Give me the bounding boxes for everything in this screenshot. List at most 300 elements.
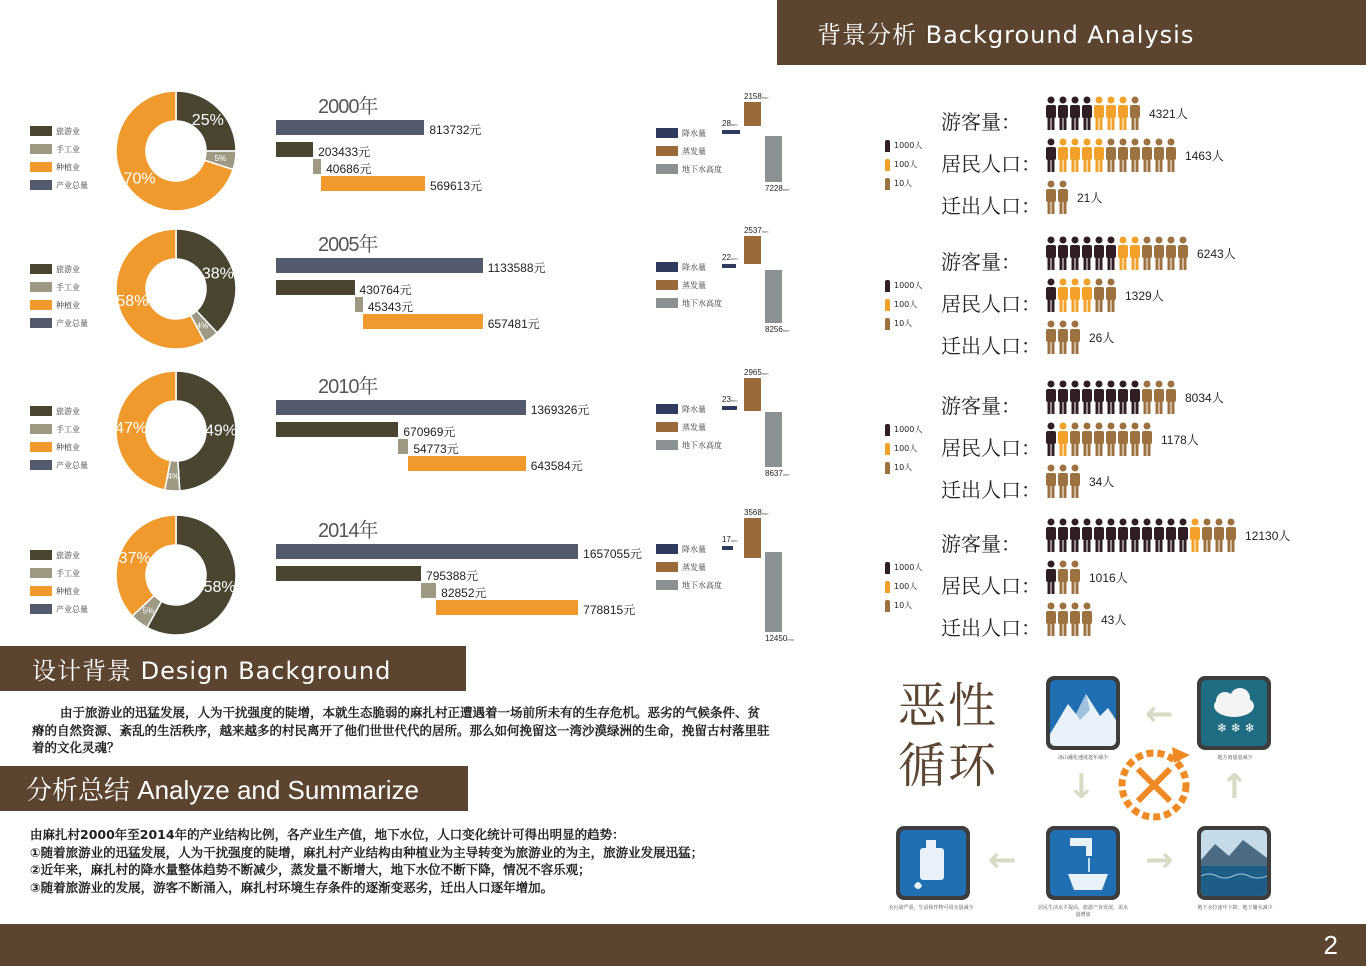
legend-item — [885, 295, 922, 314]
tourism-output-bar — [276, 422, 398, 437]
tourism-output-bar — [276, 142, 313, 157]
person-icon — [1069, 96, 1081, 130]
person-icon — [1093, 518, 1105, 552]
legend-label: 旅游业 — [56, 264, 80, 274]
rainfall-bar — [722, 406, 737, 410]
donut-percent-label: 25% — [191, 112, 224, 130]
planting-output-value: 657481元 — [487, 317, 540, 331]
people-legend — [885, 276, 922, 333]
person-icon — [1081, 518, 1093, 552]
person-icon — [1057, 422, 1069, 456]
planting-output-bar — [436, 600, 578, 615]
population-row-label: 游客量： — [941, 394, 1021, 418]
person-icon — [1057, 236, 1069, 270]
legend-item — [885, 577, 922, 596]
groundwater-value: 12450mm — [765, 634, 794, 643]
unit-label: mm — [730, 538, 738, 543]
summary-text — [30, 826, 775, 896]
total-output-bar — [276, 258, 483, 273]
legend-item — [30, 260, 88, 278]
caption-demand: 居民生活水平提高，旅游产业发展，需水量增加 — [1038, 905, 1129, 918]
planting-output-bar — [321, 176, 425, 191]
legend-label: 1000人 — [894, 425, 923, 434]
unit-label: mm — [761, 371, 769, 376]
person-icon — [1081, 380, 1093, 414]
donut-percent-label: 58% — [203, 579, 236, 597]
legend-label: 旅游业 — [56, 406, 80, 416]
legend-label: 旅游业 — [56, 550, 80, 560]
legend-swatch — [656, 422, 678, 432]
legend-label: 降水量 — [682, 404, 706, 414]
legend-item — [30, 296, 88, 314]
faucet-icon — [1050, 830, 1116, 896]
cycle-cross-icon — [1112, 743, 1196, 827]
legend-swatch — [30, 318, 52, 328]
legend-label: 100人 — [894, 444, 918, 453]
population-icon-row — [1045, 180, 1102, 214]
person-icon — [1045, 464, 1057, 498]
person-icon — [1225, 518, 1237, 552]
tourism-output-bar — [276, 566, 421, 581]
legend-item — [30, 402, 88, 420]
population-value: 1178人 — [1161, 433, 1199, 447]
legend-label: 10人 — [894, 319, 913, 328]
person-icon — [1045, 320, 1057, 354]
total-output-value: 813732元 — [429, 123, 482, 137]
tourism-output-bar — [276, 280, 355, 295]
population-value: 4321人 — [1149, 107, 1188, 121]
population-value: 34人 — [1089, 475, 1115, 489]
legend-swatch — [30, 144, 52, 154]
person-icon — [1213, 518, 1225, 552]
unit-label: mm — [782, 472, 790, 478]
person-icon — [1057, 96, 1069, 130]
people-legend — [885, 136, 922, 193]
evaporation-value: 2158mm — [744, 92, 769, 101]
caption-rain: 地方雨量量减少 — [1217, 755, 1253, 761]
legend-label: 蒸发量 — [682, 146, 706, 156]
handicraft-output-bar — [398, 439, 408, 454]
legend-label: 蒸发量 — [682, 562, 706, 572]
population-row-label: 迁出人口： — [941, 478, 1041, 502]
person-icon — [1093, 422, 1105, 456]
legend-item — [656, 124, 722, 142]
summary-line: ③随着旅游业的发展，游客不断涌入，麻扎村环境生存条件的逐渐变恶劣，迁出人口逐年增加。 — [30, 879, 554, 895]
legend-swatch — [30, 406, 52, 416]
legend-label: 10人 — [894, 463, 913, 472]
person-icon — [1105, 422, 1117, 456]
person-icon — [1093, 236, 1105, 270]
legend-item — [885, 136, 922, 155]
design-background-text: 由于旅游业的迅猛发展，人为干扰强度的陡增，本就生态脆弱的麻扎村正遭遇着一场前所未有的生存危机。恶劣的气候条件、贫瘠的自然资源、紊乱的生活秩序，越来越多的村民离开了他们世世代代的居所。那么如何挽留这一湾沙漠绿洲的生命，挽留古村落里驻着的文化灵魂？ — [32, 705, 770, 755]
legend-label: 蒸发量 — [682, 280, 706, 290]
legend-label: 手工业 — [56, 282, 80, 292]
person-mini-icon — [885, 140, 890, 152]
legend-item — [30, 176, 88, 194]
handicraft-output-value: 82852元 — [441, 586, 487, 600]
legend-label: 种植业 — [56, 162, 80, 172]
person-icon — [1153, 138, 1165, 172]
population-icon-row — [1045, 380, 1224, 414]
legend-item — [656, 160, 722, 178]
legend-item — [656, 576, 722, 594]
year-label: 2010年 — [318, 376, 378, 398]
person-icon — [1153, 380, 1165, 414]
population-value: 1463人 — [1185, 149, 1224, 163]
person-icon — [1045, 236, 1057, 270]
population-value: 12130人 — [1245, 529, 1291, 543]
evaporation-bar — [744, 236, 761, 264]
people-legend — [885, 420, 922, 477]
evaporation-bar — [744, 518, 761, 558]
legend-swatch — [30, 424, 52, 434]
total-output-bar — [276, 400, 526, 415]
water-legend — [656, 400, 722, 454]
person-icon — [1105, 380, 1117, 414]
unit-label: mm — [787, 637, 794, 642]
person-icon — [1105, 236, 1117, 270]
population-icon-row — [1045, 464, 1114, 498]
legend-swatch — [656, 544, 678, 554]
legend-item — [656, 294, 722, 312]
person-icon — [1069, 560, 1081, 594]
population-value: 21人 — [1077, 191, 1103, 205]
person-icon — [1141, 236, 1153, 270]
population-value: 6243人 — [1197, 247, 1236, 261]
population-row-label: 游客量： — [941, 110, 1021, 134]
donut-percent-label: 4% — [196, 321, 209, 331]
person-icon — [1129, 236, 1141, 270]
legend-item — [656, 276, 722, 294]
population-row-label: 迁出人口： — [941, 194, 1041, 218]
person-icon — [1057, 518, 1069, 552]
background-analysis-title: 背景分析 Background Analysis — [817, 21, 1195, 49]
arrow-up-icon: ↑ — [1220, 767, 1249, 807]
caption-glacier: 冰山融化速度逐年减少 — [1057, 755, 1108, 761]
industry-donut-chart — [113, 512, 239, 638]
population-icon-row — [1045, 422, 1199, 456]
unit-label: mm — [761, 511, 769, 516]
industry-donut-chart — [113, 88, 239, 214]
population-year-block — [885, 96, 1355, 226]
person-mini-icon — [885, 178, 890, 190]
legend-swatch — [656, 280, 678, 290]
industry-year-block — [0, 226, 660, 361]
rainfall-value: 28mm — [722, 119, 738, 128]
planting-output-value: 643584元 — [530, 459, 583, 473]
person-icon — [1201, 518, 1213, 552]
legend-label: 10人 — [894, 179, 913, 188]
legend-item — [656, 540, 722, 558]
legend-label: 10人 — [894, 601, 913, 610]
arrow-left-icon: ← — [988, 840, 1017, 880]
legend-label: 旅游业 — [56, 126, 80, 136]
person-icon — [1129, 518, 1141, 552]
year-label: 2014年 — [318, 520, 378, 542]
legend-swatch — [30, 126, 52, 136]
person-icon — [1081, 278, 1093, 312]
total-output-value: 1133588元 — [487, 261, 546, 275]
person-icon — [1117, 138, 1129, 172]
person-mini-icon — [885, 318, 890, 330]
donut-percent-label: 47% — [115, 419, 148, 437]
population-icon-row — [1045, 278, 1164, 312]
population-row-label: 迁出人口： — [941, 334, 1041, 358]
donut-percent-label: 49% — [204, 422, 237, 440]
legend-item — [656, 400, 722, 418]
person-icon — [1045, 138, 1057, 172]
page-number: 2 — [1323, 930, 1338, 960]
person-icon — [1045, 518, 1057, 552]
summary-line: ②近年来，麻扎村的降水量整体趋势不断减少，蒸发量不断增大，地下水位不断下降，情况不容乐观； — [30, 862, 591, 877]
handicraft-output-value: 40686元 — [326, 162, 372, 176]
person-icon — [1129, 380, 1141, 414]
legend-item — [30, 420, 88, 438]
legend-label: 产业总量 — [56, 318, 88, 328]
person-icon — [1069, 464, 1081, 498]
legend-label: 100人 — [894, 582, 918, 591]
industry-year-block — [0, 88, 660, 223]
legend-item — [885, 596, 922, 615]
donut-percent-label: 38% — [201, 265, 234, 283]
legend-label: 降水量 — [682, 544, 706, 554]
evaporation-value: 3568mm — [744, 508, 769, 517]
person-icon — [1069, 602, 1081, 636]
person-icon — [1105, 278, 1117, 312]
person-icon — [1045, 96, 1057, 130]
person-mini-icon — [885, 159, 890, 171]
person-icon — [1045, 602, 1057, 636]
summary-title: 分析总结 Analyze and Summarize — [26, 775, 420, 805]
legend-swatch — [30, 586, 52, 596]
population-value: 1329人 — [1125, 289, 1164, 303]
planting-output-value: 778815元 — [583, 603, 636, 617]
legend-item — [30, 456, 88, 474]
legend-label: 地下水高度 — [682, 164, 722, 174]
person-icon — [1093, 380, 1105, 414]
person-icon — [1141, 518, 1153, 552]
person-icon — [1081, 236, 1093, 270]
arrow-right-icon: → — [1145, 840, 1174, 880]
water-year-block — [650, 226, 800, 356]
lake-icon — [1201, 830, 1267, 896]
legend-swatch — [30, 568, 52, 578]
person-icon — [1081, 422, 1093, 456]
legend-item — [30, 158, 88, 176]
legend-label: 种植业 — [56, 300, 80, 310]
person-mini-icon — [885, 280, 890, 292]
rainfall-value: 17mm — [722, 535, 738, 544]
population-row-label: 游客量： — [941, 532, 1021, 556]
person-icon — [1165, 236, 1177, 270]
tourism-output-value: 430764元 — [359, 283, 412, 297]
handicraft-output-bar — [313, 159, 321, 174]
legend-swatch — [30, 300, 52, 310]
legend-item — [30, 600, 88, 618]
legend-label: 产业总量 — [56, 180, 88, 190]
legend-label: 手工业 — [56, 568, 80, 578]
handicraft-output-value: 45343元 — [367, 300, 414, 314]
legend-label: 蒸发量 — [682, 422, 706, 432]
person-icon — [1141, 380, 1153, 414]
rainfall-bar — [722, 130, 740, 134]
industry-legend — [30, 402, 88, 474]
legend-item — [30, 564, 88, 582]
population-row-label: 游客量： — [941, 250, 1021, 274]
population-icon-row — [1045, 518, 1290, 552]
water-legend — [656, 258, 722, 312]
person-icon — [1117, 236, 1129, 270]
population-row-label: 居民人口： — [941, 574, 1041, 598]
evaporation-bar — [744, 102, 761, 126]
person-icon — [1105, 96, 1117, 130]
person-icon — [1045, 422, 1057, 456]
water-demand-tile — [1046, 826, 1120, 900]
person-icon — [1045, 278, 1057, 312]
glacier-icon — [1050, 680, 1116, 746]
legend-swatch — [30, 162, 52, 172]
population-year-block — [885, 380, 1355, 510]
vicious-cycle-title — [898, 676, 998, 796]
legend-label: 产业总量 — [56, 604, 88, 614]
legend-label: 降水量 — [682, 128, 706, 138]
legend-swatch — [656, 580, 678, 590]
snow-cloud-icon — [1201, 680, 1267, 746]
population-icon-row — [1045, 138, 1224, 172]
legend-label: 手工业 — [56, 424, 80, 434]
industry-donut-chart — [113, 226, 239, 352]
unit-label: mm — [730, 398, 738, 403]
glacier-melting-tile — [1046, 676, 1120, 750]
population-icon-row — [1045, 602, 1126, 636]
evaporation-value: 2965mm — [744, 368, 769, 377]
person-icon — [1117, 518, 1129, 552]
person-icon — [1165, 518, 1177, 552]
svg-text:❄ ❄ ❄: ❄ ❄ ❄ — [1217, 721, 1255, 735]
water-legend — [656, 540, 722, 594]
background-analysis-header — [777, 0, 1366, 65]
person-icon — [1057, 278, 1069, 312]
person-icon — [1057, 602, 1069, 636]
groundwater-value: 7228mm — [765, 184, 790, 194]
tourism-output-value: 203433元 — [318, 145, 371, 159]
person-mini-icon — [885, 562, 890, 574]
unit-label: mm — [782, 187, 790, 193]
population-value: 8034人 — [1185, 391, 1224, 405]
population-value: 26人 — [1089, 331, 1115, 345]
evaporation-bar — [744, 378, 761, 411]
legend-swatch — [656, 562, 678, 572]
population-icon-row — [1045, 560, 1128, 594]
rainfall-value: 23mm — [722, 395, 738, 404]
industry-donut-chart — [113, 368, 239, 494]
person-mini-icon — [885, 299, 890, 311]
water-legend — [656, 124, 722, 178]
legend-swatch — [656, 440, 678, 450]
legend-swatch — [656, 128, 678, 138]
donut-percent-label: 4% — [167, 471, 179, 481]
person-icon — [1141, 138, 1153, 172]
water-year-block — [650, 508, 800, 643]
person-mini-icon — [885, 462, 890, 474]
legend-label: 种植业 — [56, 442, 80, 452]
planting-output-value: 569613元 — [429, 179, 482, 193]
legend-swatch — [656, 146, 678, 156]
design-background-title: 设计背景 Design Background — [32, 657, 392, 685]
year-label: 2000年 — [318, 96, 378, 118]
person-icon — [1129, 138, 1141, 172]
population-row-label: 迁出人口： — [941, 616, 1041, 640]
population-icon-row — [1045, 96, 1188, 130]
population-icon-row — [1045, 236, 1236, 270]
industry-legend — [30, 546, 88, 618]
legend-label: 地下水高度 — [682, 298, 722, 308]
person-icon — [1117, 96, 1129, 130]
person-icon — [1045, 560, 1057, 594]
person-icon — [1045, 380, 1057, 414]
donut-percent-label: 58% — [116, 293, 149, 311]
planting-output-bar — [363, 314, 483, 329]
person-icon — [1129, 96, 1141, 130]
person-icon — [1153, 236, 1165, 270]
legend-swatch — [30, 550, 52, 560]
water-pollution-tile — [896, 826, 970, 900]
pollution-icon — [900, 830, 966, 896]
arrow-down-icon: ↓ — [1067, 767, 1096, 807]
legend-swatch — [30, 180, 52, 190]
person-mini-icon — [885, 424, 890, 436]
person-icon — [1057, 380, 1069, 414]
caption-pollution: 水污染严重，生活和作物可用水量减少 — [888, 905, 974, 911]
legend-item — [885, 420, 922, 439]
legend-swatch — [30, 264, 52, 274]
donut-percent-label: 5% — [142, 606, 155, 616]
person-icon — [1069, 380, 1081, 414]
rainfall-bar — [722, 264, 736, 268]
snow-reduction-tile — [1197, 676, 1271, 750]
population-value: 1016人 — [1089, 571, 1128, 585]
industry-legend — [30, 260, 88, 332]
population-row-label: 居民人口： — [941, 152, 1041, 176]
summary-line: 由麻扎村2000年至2014年的产业结构比例，各产业生产值，地下水位，人口变化统计可得出明显的趋势： — [30, 827, 625, 842]
legend-swatch — [656, 262, 678, 272]
year-label: 2005年 — [318, 234, 378, 256]
evaporation-value: 2537mm — [744, 226, 769, 235]
summary-header — [0, 766, 468, 811]
person-icon — [1057, 138, 1069, 172]
legend-label: 降水量 — [682, 262, 706, 272]
population-row-label: 居民人口： — [941, 436, 1041, 460]
legend-swatch — [656, 298, 678, 308]
handicraft-output-bar — [355, 297, 363, 312]
handicraft-output-bar — [421, 583, 436, 598]
planting-output-bar — [408, 456, 525, 471]
people-legend — [885, 558, 922, 615]
person-icon — [1069, 422, 1081, 456]
person-mini-icon — [885, 443, 890, 455]
groundwater-bar — [765, 412, 782, 467]
population-year-block — [885, 518, 1355, 648]
tourism-output-value: 795388元 — [426, 569, 479, 583]
person-icon — [1117, 422, 1129, 456]
groundwater-drop-tile — [1197, 826, 1271, 900]
person-icon — [1057, 180, 1069, 214]
unit-label: mm — [730, 256, 738, 261]
unit-label: mm — [730, 122, 738, 127]
population-icon-row — [1045, 320, 1114, 354]
legend-label: 1000人 — [894, 141, 923, 150]
rainfall-bar — [722, 546, 733, 550]
